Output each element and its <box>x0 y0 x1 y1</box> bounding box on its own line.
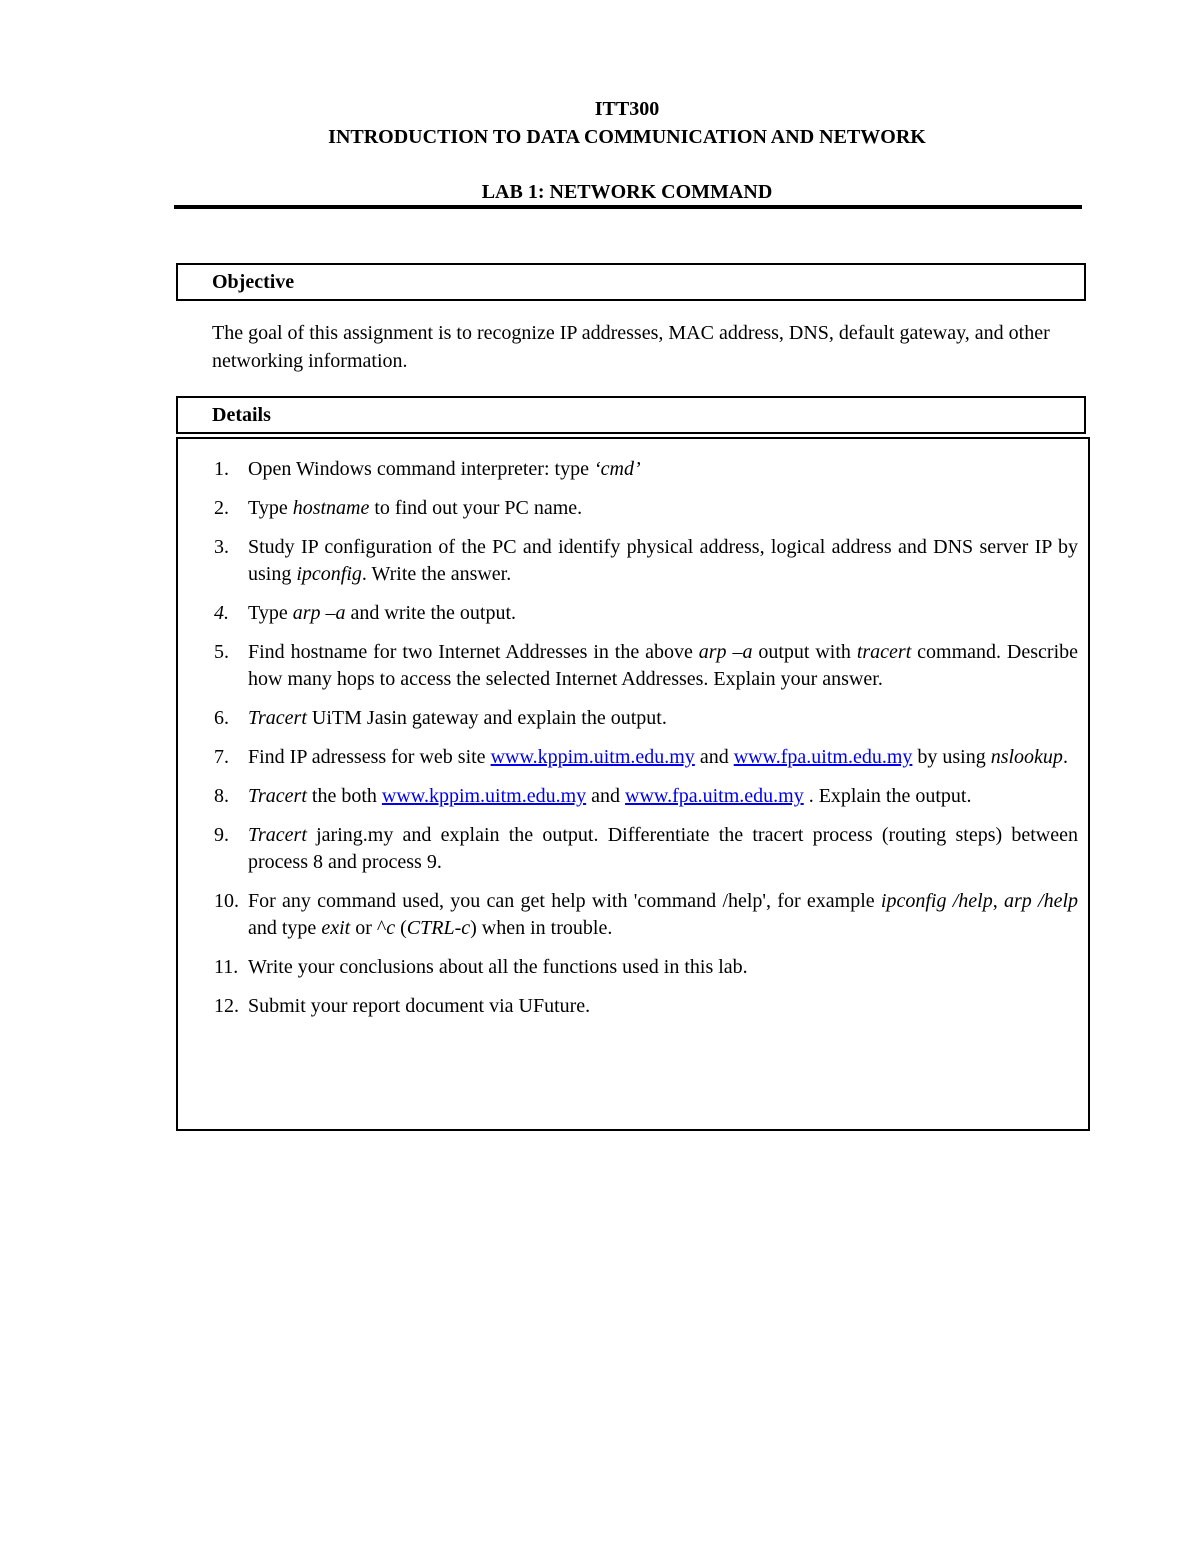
step-text: Type <box>248 497 293 519</box>
step-number: 1. <box>214 458 229 480</box>
step-7 <box>178 744 1088 771</box>
step-8 <box>178 783 1088 810</box>
step-text: and <box>694 746 734 768</box>
step-number: 7. <box>214 746 229 768</box>
step-text: the both <box>306 785 382 807</box>
step-text: For any command used, you can get help with 'command /help', for example <box>248 890 881 912</box>
command-tracert: Tracert <box>248 824 307 846</box>
step-text: . Explain the output. <box>803 785 972 807</box>
step-number: 2. <box>214 497 229 519</box>
command-arp: arp –a <box>292 602 346 624</box>
command-tracert: tracert <box>856 641 912 663</box>
link-fpa[interactable]: www.fpa.uitm.edu.my <box>733 746 913 768</box>
steps-list <box>178 456 1088 1032</box>
step-text: to find out your PC name. <box>369 497 583 519</box>
objective-header-box <box>176 263 1086 301</box>
step-text: and type <box>248 917 322 939</box>
step-6 <box>178 705 1088 732</box>
step-1 <box>178 456 1088 483</box>
step-number: 6. <box>214 707 229 729</box>
step-number: 11. <box>214 956 239 978</box>
step-12 <box>178 993 1088 1020</box>
step-number: 4. <box>214 602 229 624</box>
command-arp-help: arp /help <box>1003 890 1079 912</box>
step-text: Study IP configuration of the PC and identify physical address, logical address and DNS server IP by using <box>248 536 1078 585</box>
step-number: 9. <box>214 824 229 846</box>
step-text: ( <box>395 917 407 939</box>
link-kppim[interactable]: www.kppim.uitm.edu.my <box>490 746 695 768</box>
step-text: Type <box>248 602 293 624</box>
link-fpa[interactable]: www.fpa.uitm.edu.my <box>625 785 804 807</box>
step-10 <box>178 888 1088 942</box>
step-text: Write your conclusions about all the functions used in this lab. <box>248 956 748 978</box>
step-text: and write the output. <box>345 602 517 624</box>
command-ipconfig-help: ipconfig /help <box>880 890 993 912</box>
step-text: command. Describe how many hops to access the selected Internet Addresses. Explain your answer. <box>248 641 1079 690</box>
step-text: Find hostname for two Internet Addresses in the above <box>248 641 699 663</box>
command-exit: exit <box>321 917 351 939</box>
step-text: UiTM Jasin gateway and explain the output. <box>306 707 667 729</box>
course-code: ITT300 <box>594 98 660 120</box>
details-label: Details <box>212 404 271 426</box>
step-text: Submit your report document via UFuture. <box>248 995 591 1017</box>
step-text: , <box>992 890 1004 912</box>
objective-label: Objective <box>212 271 295 293</box>
step-9 <box>178 822 1088 876</box>
command-ctrl-c: CTRL-c <box>406 917 471 939</box>
command-nslookup: nslookup <box>990 746 1063 768</box>
step-text: jaring.my and explain the output. Differentiate the tracert process (routing steps) between process 8 and process 9. <box>248 824 1078 873</box>
step-text: Open Windows command interpreter: type <box>248 458 594 480</box>
step-4 <box>178 600 1088 627</box>
command-ipconfig: ipconfig <box>296 563 362 585</box>
title-divider <box>174 205 1082 209</box>
step-2 <box>178 495 1088 522</box>
step-text: output with <box>752 641 857 663</box>
command-arp: arp –a <box>698 641 753 663</box>
step-number: 8. <box>214 785 229 807</box>
step-5 <box>178 639 1088 693</box>
step-number: 3. <box>214 536 229 558</box>
course-title: INTRODUCTION TO DATA COMMUNICATION AND NETWORK <box>328 126 926 148</box>
lab-title: LAB 1: NETWORK COMMAND <box>481 181 773 203</box>
step-3 <box>178 534 1088 588</box>
step-number: 5. <box>214 641 229 663</box>
command-hostname: hostname <box>292 497 370 519</box>
steps-box <box>176 437 1090 1131</box>
command-tracert: Tracert <box>248 707 307 729</box>
step-number: 12. <box>214 995 239 1017</box>
step-text: and <box>586 785 626 807</box>
link-kppim[interactable]: www.kppim.uitm.edu.my <box>381 785 587 807</box>
step-text: ) when in trouble. <box>470 917 613 939</box>
step-text: by using <box>912 746 991 768</box>
step-text: . <box>1062 746 1068 768</box>
step-number: 10. <box>214 890 239 912</box>
step-text: Find IP adressess for web site <box>248 746 491 768</box>
command-tracert: Tracert <box>248 785 307 807</box>
command-cmd: ‘cmd’ <box>593 458 641 480</box>
step-11 <box>178 954 1088 981</box>
details-header-box <box>176 396 1086 434</box>
step-text: or ^ <box>350 917 387 939</box>
step-text: . Write the answer. <box>361 563 512 585</box>
command-c: c <box>386 917 396 939</box>
objective-text: The goal of this assignment is to recognize IP addresses, MAC address, DNS, default gateway, and other networking information. <box>212 322 1050 372</box>
